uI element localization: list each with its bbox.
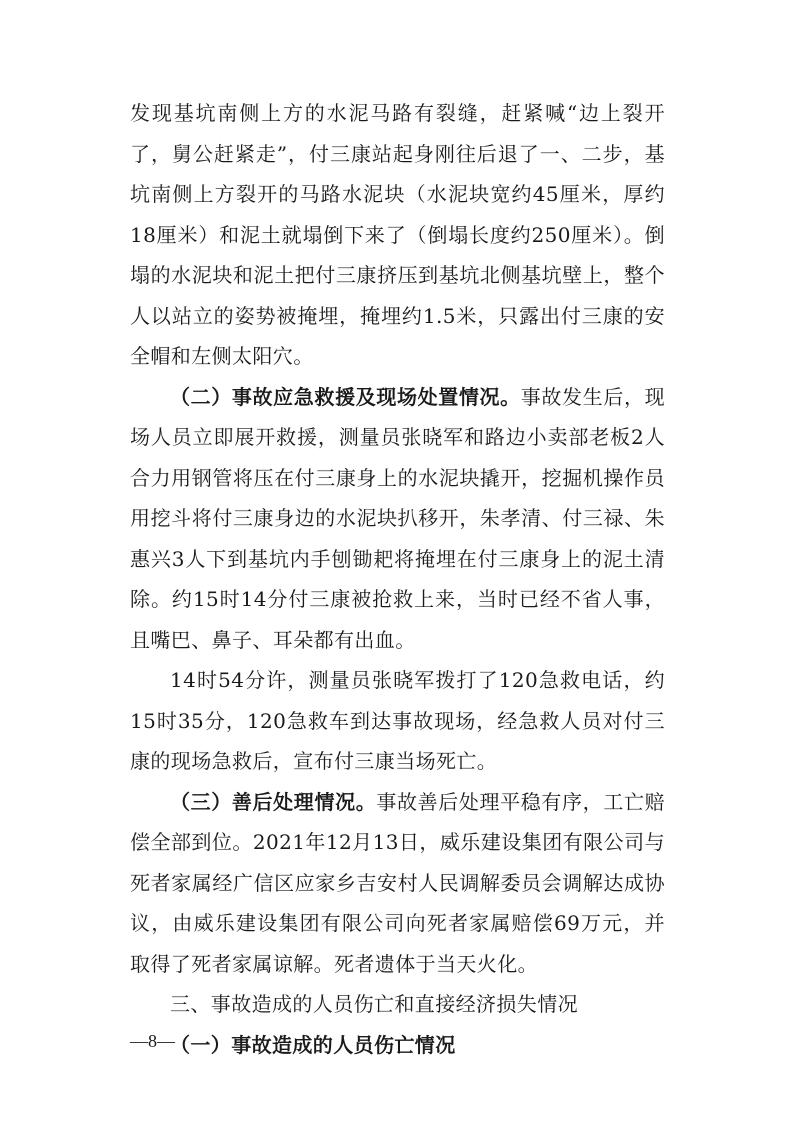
paragraph-emergency-call: 14时54分许，测量员张晓军拨打了120急救电话，约15时35分，120急救车到达事故现场，经急救人员对付三康的现场急救后，宣布付三康当场死亡。 [130,668,665,773]
paragraph-aftermath [130,782,665,985]
text-aftermath: 事故善后处理平稳有序，工亡赔偿全部到位。2021年12月13日，威乐建设集团有限公司与死者家属经广信区应家乡吉安村人民调解委员会调解达成协议，由威乐建设集团有限公司向死者家属赔偿69万元，并取得了死者家属谅解。死者遗体于当天火化。 [130,789,665,976]
section-title: 三、事故造成的人员伤亡和直接经济损失情况 [170,992,578,1016]
heading-emergency-rescue: （二）事故应急救援及现场处置情况。 [170,384,521,409]
document-body [130,93,665,1065]
paragraph-emergency-rescue [130,377,665,661]
subsection-title: （一）事故造成的人员伤亡情况 [170,1032,456,1057]
paragraph-accident-description: 发现基坑南侧上方的水泥马路有裂缝，赶紧喊“边上裂开了，舅公赶紧走”，付三康站起身刚往后退了一、二步，基坑南侧上方裂开的马路水泥块（水泥块宽约45厘米，厚约18厘米）和泥土就塌倒下来了（倒塌长度约250厘米）。倒塌的水泥块和泥土把付三康挤压到基坑北侧基坑壁上，整个人以站立的姿势被掩埋，掩埋约1.5米，只露出付三康的安全帽和左侧太阳穴。 [130,101,665,368]
page-number: —8— [130,1031,175,1051]
text-emergency-rescue: 事故发生后，现场人员立即展开救援，测量员张晓军和路边小卖部老板2人合力用钢管将压在付三康身上的水泥块撬开，挖掘机操作员用挖斗将付三康身边的水泥块扒移开，朱孝清、付三禄、朱惠兴3人下到基坑内手刨锄耙将掩埋在付三康身上的泥土清除。约15时14分付三康被抢救上来，当时已经不省人事，且嘴巴、鼻子、耳朵都有出血。 [130,384,665,652]
heading-aftermath: （三）善后处理情况。 [170,789,377,814]
